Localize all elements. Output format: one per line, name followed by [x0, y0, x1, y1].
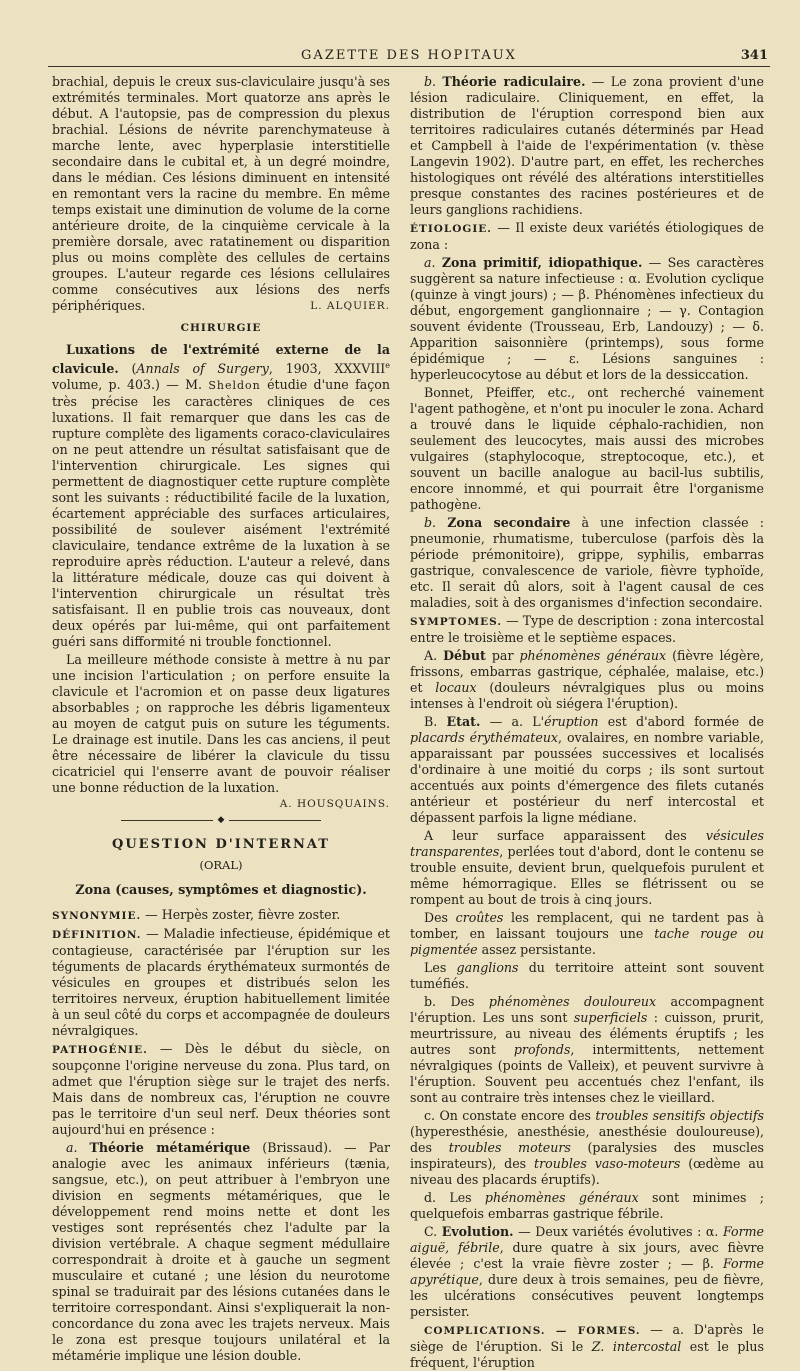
italic-text: éruption [544, 714, 599, 729]
complications-paragraph [410, 1322, 764, 1371]
italic-text: croûtes [455, 910, 504, 925]
article-title: Luxations de l'extrémité externe de la clavicule. [52, 342, 390, 377]
debut-paragraph [410, 648, 764, 712]
label: SYMPTOMES. [410, 616, 503, 628]
left-column [52, 74, 391, 1364]
text: , dure quatre à six jours, avec fièvre élevée ; c'est la vraie fièvre zoster ; — β. [410, 1240, 764, 1271]
text: les remplacent, qui ne tardent pas à tomber, en laissant toujours une [410, 910, 764, 941]
theorie-radiculaire [410, 74, 764, 218]
topic-title: Zona (causes, symptômes et diagnostic). [75, 883, 367, 899]
italic-text: profonds [513, 1042, 571, 1057]
label: COMPLICATIONS. — FORMES. [424, 1325, 641, 1337]
text: — a. D'après le siège de l'éruption. Si le [410, 1322, 764, 1354]
evolution-paragraph [410, 1224, 764, 1320]
question-subtitle: (ORAL) [199, 858, 243, 873]
italic-text: Forme aiguë, fébrile [410, 1224, 764, 1255]
label: PATHOGÉNIE. [52, 1044, 148, 1057]
ganglions-paragraph [410, 960, 764, 992]
text: (douleurs névralgiques plus ou moins intenses à l'endroit où siégera l'éruption). [410, 680, 764, 711]
paragraph: Bonnet, Pfeiffer, etc., ont recherché vainement l'agent pathogène, et n'ont pu inoculer le zona. Achard a trouvé dans le liquide céphalo-rachidien, non seulement des leucocytes, mais aussi des microbes vulgaires (staphylocoque, streptocoque, etc.), et souvent un bacille analogue au bacil-lus subtilis, encore innommé, et qui pourrait être l'organisme pathogène. [410, 385, 764, 512]
italic-text: tache rouge ou pigmentée [410, 926, 764, 957]
generaux-paragraph [410, 1190, 764, 1222]
douleur-paragraph [410, 994, 764, 1106]
definition-paragraph [52, 926, 390, 1039]
page-header [48, 44, 770, 67]
synonymie-paragraph [52, 907, 390, 924]
text: (fièvre légère, frissons, embarras gastrique, céphalée, malaise, etc.) et [410, 648, 764, 695]
pathogenie-paragraph [52, 1041, 390, 1138]
text: (œdème au niveau des placards éruptifs). [410, 1156, 765, 1187]
text: ( [118, 361, 137, 377]
italic-text: Z. intercostal [591, 1339, 682, 1354]
article-luxation [52, 342, 390, 650]
subheading: Théorie radiculaire. [442, 74, 586, 89]
italic-text: ganglions [456, 960, 519, 975]
paragraph-text: brachial, depuis le creux sus-claviculaire jusqu'à ses extrémités terminales. Mort quatorze ans après le début. A l'autopsie, pas de compression du plexus brachial. Lésions de névrite parenchymateuse à marche lente, avec hyperplasie interstitielle secondaire dans le cubital et, à un degré moindre, dans le médian. Ces lésions diminuent en intensité en remontant vers la racine du membre. En même temps existait une diminution de volume de la corne antérieure droite, de la cinquième cervicale à la première dorsale, avec ratatinement ou disparition plus ou moins complète des cellules de certains groupes. L'auteur regarde ces lésions cellulaires comme consécutives aux lésions des nerfs périphériques. [52, 74, 390, 313]
paragraph-text: à une infection classée : pneumonie, rhumatisme, tuberculose (parfois dès la période prémonitoire), grippe, syphilis, embarras gastrique, convalescence de variole, fièvre typhoïde, etc. Il serait dû alors, soit à l'agent causal de ces maladies, soit à des organismes d'infection secondaire. [410, 515, 764, 610]
text: du territoire atteint sont souvent tuméfiés. [410, 960, 764, 991]
text: Les [424, 960, 457, 975]
subheading: Zona secondaire [447, 515, 571, 530]
italic-text: phénomènes généraux [484, 1190, 639, 1205]
page-number: 341 [740, 48, 768, 63]
italic-text: vésicules transparentes [410, 828, 764, 859]
theorie-metamerique [52, 1140, 390, 1364]
surface-paragraph [410, 828, 764, 908]
journal-title: GAZETTE DES HOPITAUX [301, 48, 517, 63]
troubles-paragraph [410, 1108, 764, 1188]
label: DÉFINITION. [52, 929, 142, 942]
text: , perlées tout d'abord, dont le contenu se trouble ensuite, devient brun, quelquefois purulent et même hémorragique. Elles se flétrissent ou se rompent au bout de trois à cinq jours. [410, 844, 764, 907]
italic-text: phénomènes généraux [519, 648, 667, 663]
subheading: Début [443, 648, 486, 663]
question-title: QUESTION D'INTERNAT [112, 837, 330, 853]
subheading: Zona primitif, idiopathique. [441, 255, 643, 270]
paragraph-text: — Maladie infectieuse, épidémique et contagieuse, caractérisée par l'éruption sur les téguments de placards érythémateux surmontés de vésicules en groupes et distribués selon les territoires nerveux, éruption habituellement limitée à un seul côté du corps et accompagnée de douleurs névralgiques. [52, 926, 390, 1039]
subheading: Evolution. [441, 1224, 514, 1239]
label: ÉTIOLOGIE. [410, 223, 492, 235]
superscript: e [385, 361, 390, 370]
author-signature: L. ALQUIER. [310, 300, 390, 312]
text: par [485, 648, 520, 663]
item-letter: B. [424, 714, 447, 729]
paragraph-text: — Type de description : zona intercostal entre le troisième et le septième espaces. [410, 613, 764, 645]
item-letter: C. [424, 1224, 442, 1239]
italic-text: Forme apyrétique [410, 1256, 764, 1287]
text: (hyperesthésie, anesthésie, anesthésie douloureuse), des [410, 1124, 764, 1155]
paragraph-text: (Brissaud). — Par analogie avec les animaux inférieurs (tænia, sangsue, etc.), on peut attribuer à l'embryon une division en segments métamériques, que le développement rend moins nette et dont les vestiges sont représentés chez l'adulte par la division vertébrale. A chaque segment médullaire correspondrait à droite et à gauche un segment musculaire et cutané ; une lésion du neurotome spinal se traduirait par des lésions cutanées dans le territoire correspondant. Ainsi s'expliquerait la non-concordance du zona avec les trajets nerveux. Mais le zona est presque toujours unilatéral et la métamérie implique une lésion double. [52, 1140, 391, 1364]
text: est d'abord formée de [598, 714, 764, 729]
journal-name: Annals of Surgery [136, 361, 269, 377]
paragraph [52, 652, 390, 811]
text: — a. L' [480, 714, 545, 729]
paragraph-text: — Ses caractères suggèrent sa nature infectieuse : α. Evolution cyclique (quinze à vingt jours) ; — β. Phénomènes infectieux du début, engorgement ganglionnaire ; — γ. Contagion souvent évidente (Trousseau, Erb, Landouzy) ; — δ. Apparition saisonnière (printemps), sous forme épidémique ; — ε. Lésions sanguines : hyperleucocytose au début et lors de la dessiccation. [410, 255, 764, 382]
etiologie-paragraph [410, 220, 764, 253]
item-letter: a. [66, 1140, 90, 1156]
text: : cuisson, prurit, meurtrissure, au niveau des éléments éruptifs ; les autres sont [410, 1010, 764, 1057]
text: — Deux variétés évolutives : α. [513, 1224, 723, 1239]
text: , intermittents, nettement névralgiques (points de Valleix), et peuvent survivre à l'éruption. Souvent peu accentués chez l'enfant, ils sont au contraire très intenses chez le vieillard. [410, 1042, 764, 1105]
italic-text: locaux [435, 680, 477, 695]
author-signature: A. HOUSQUAINS. [279, 798, 390, 811]
text: b. Des [424, 994, 489, 1009]
paragraph-text: — Le zona provient d'une lésion radiculaire. Cliniquement, en effet, la distribution de l'éruption correspond bien aux territoires radiculaires cutanés déterminés par Head et Campbell à l'aide de l'expérimentation (v. thèse Langevin 1902). D'autre part, en effet, les recherches histologiques ont révélé des altérations interstitielles presque constantes des racines postérieures et de leurs ganglions rachidiens. [410, 74, 764, 217]
paragraph-text: étudie d'une façon très précise les caractères cliniques de ces luxations. Il fait remarquer que dans les cas de rupture complète des ligaments coraco-claviculaires on ne peut attendre un résultat satisfaisant que de l'intervention chirurgicale. Les signes qui permettent de diagnostiquer cette rupture complète sont les suivants : réductibilité facile de la luxation, écartement appréciable des surfaces articulaires, possibilité de soulever aisément l'extrémité claviculaire, tendance extrême de la luxation à se reproduire après réduction. L'auteur a relevé, dans la littérature médicale, douze cas qui doivent à l'intervention chirurgicale un résultat très satisfaisant. Il en publie trois cas nouveaux, dont deux opérés par lui-même, qui ont parfaitement guéri sans difformité ni trouble fonctionnel. [52, 377, 390, 650]
author-name: Sheldon [208, 379, 261, 393]
italic-text: phénomènes douloureux [488, 994, 657, 1009]
paragraph-text: La meilleure méthode consiste à mettre à nu par une incision l'articulation ; on perfore ensuite la clavicule et l'acromion et on passe deux ligatures absorbables ; on rapproche les débris ligamenteux au moyen de catgut puis on suture les téguments. Le drainage est inutile. Dans les cas anciens, il peut être nécessaire de libérer la clavicule du tissu cicatriciel qui l'enserre avant de pouvoir réaliser une bonne réduction de la luxation. [52, 652, 390, 796]
zona-secondaire [410, 515, 764, 611]
text: assez persistante. [477, 942, 596, 957]
item-letter: A. [424, 648, 444, 663]
text: (paralysies des muscles inspirateurs), des [410, 1140, 764, 1171]
paragraph-text: — Il existe deux variétés étiologiques de zona : [410, 220, 764, 252]
item-letter: b. [424, 515, 448, 530]
etat-paragraph [410, 714, 764, 826]
section-heading: CHIRURGIE [180, 322, 262, 334]
italic-text: troubles moteurs [448, 1140, 571, 1155]
text: est le plus fréquent, l'éruption [410, 1339, 765, 1370]
text: , dure deux à trois semaines, peu de fièvre, les ulcérations consécutives peuvent longtemps persister. [410, 1272, 764, 1319]
text: accompagnent l'éruption. Les uns sont [410, 994, 764, 1025]
italic-text: troubles sensitifs objectifs [595, 1108, 764, 1123]
paragraph-text: — Herpès zoster, fièvre zoster. [141, 907, 341, 923]
item-letter: b. [424, 74, 443, 89]
right-column [410, 74, 765, 1370]
italic-text: troubles vaso-moteurs [534, 1156, 681, 1171]
ornament-rule: ◆ [121, 820, 321, 821]
text: , ovalaires, en nombre variable, apparaissant par poussées successives et localisés d'ordinaire à une moitié du corps ; ils sont surtout accentués aux points d'émergence des filets cutanés antérieur et postérieur du nerf intercostal et dépassent parfois la ligne médiane. [410, 730, 764, 825]
item-letter: a. [424, 255, 442, 270]
text: sont minimes ; quelquefois embarras gastrique fébrile. [410, 1190, 764, 1221]
paragraph [52, 74, 390, 314]
text: d. Les [424, 1190, 485, 1205]
symptomes-paragraph [410, 613, 764, 646]
croutes-paragraph [410, 910, 764, 958]
text: c. On constate encore des [424, 1108, 596, 1123]
text: , 1903, XXXVIII [268, 361, 386, 377]
text: Des [424, 910, 456, 925]
text: volume, p. 403.) — M. [52, 377, 209, 393]
subheading: Etat. [446, 714, 481, 729]
label: SYNONYMIE. [52, 910, 142, 923]
paragraph-text: — Dès le début du siècle, on soupçonne l'origine nerveuse du zona. Plus tard, on admet que l'éruption siège sur le trajet des nerfs. Mais dans de nombreux cas, l'éruption ne couvre pas le territoire d'un seul nerf. Deux théories sont aujourd'hui en présence : [52, 1041, 390, 1138]
zona-primitif [410, 255, 764, 383]
text: A leur surface apparaissent des [424, 828, 706, 843]
subheading: Théorie métamérique [89, 1140, 251, 1156]
italic-text: superficiels [573, 1010, 648, 1025]
italic-text: placards érythémateux [410, 730, 559, 745]
